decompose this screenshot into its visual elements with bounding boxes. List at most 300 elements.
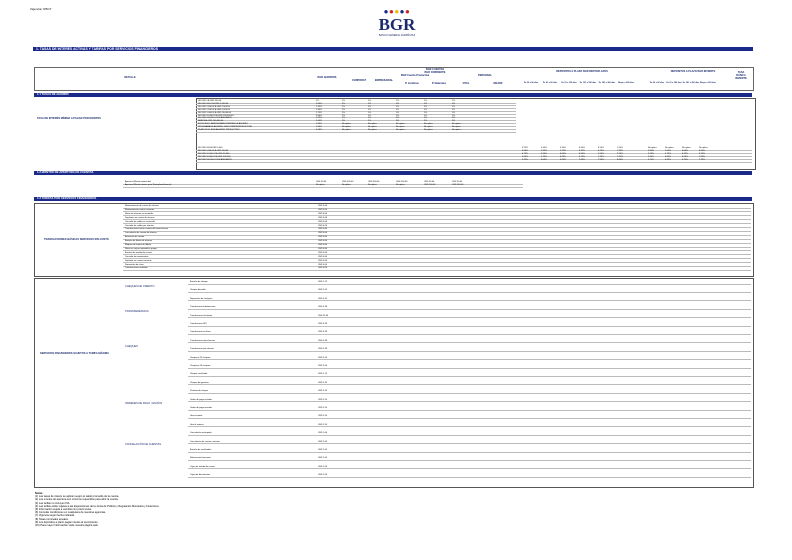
row-value: 1%: [368, 114, 372, 117]
logo-dots-icon: ●●●●●: [383, 7, 411, 16]
row-value: 5.25%: [541, 150, 547, 152]
row-value: USD 0.00: [318, 205, 328, 207]
table-row: [188, 348, 751, 352]
note-line: (9) Los depósitos a plazo pagan interés al vencimiento.: [35, 520, 99, 524]
table-row: [188, 441, 751, 445]
row-value: USD 0.33: [318, 306, 328, 309]
row-value: USD 20.00: [452, 181, 463, 183]
row-value: USD 200.00: [342, 181, 354, 183]
row-label: Cheque certificado: [190, 373, 208, 376]
table-row: [188, 298, 751, 302]
row-value: 7.00%: [579, 159, 585, 161]
row-label: DE USD 1,000.01 A USD 2,500.00: [198, 105, 230, 108]
row-value: No aplica: [452, 129, 461, 131]
note-line: (3) Las tarifas no incluyen IVA.: [35, 501, 71, 505]
row-value: 1%: [424, 100, 428, 102]
row-value: 4.50%: [522, 150, 528, 152]
table-row: [188, 399, 751, 403]
plazo-header: De 181 a 360 días: [682, 82, 700, 84]
row-value: No aplica: [368, 129, 377, 131]
row-value: USD 20.00: [424, 181, 435, 183]
row-value: 8.00%: [617, 159, 623, 161]
row-value: 2.25%: [316, 117, 322, 120]
row-value: 6.75%: [579, 156, 585, 158]
row-label: Orden de pago enviada: [190, 407, 212, 409]
row-value: 1%: [396, 102, 400, 105]
row-value: No aplica: [396, 184, 405, 186]
row-label: Cancelación de cuenta de ahorros: [125, 232, 157, 235]
row-label: Cancelación anticipada: [190, 432, 212, 435]
row-value: 1%: [452, 108, 456, 111]
row-value: 5.00%: [648, 150, 654, 152]
plazo-header: De 30 a 90 días: [649, 82, 665, 84]
row-value: 1%: [342, 111, 346, 114]
row-label: Retiro de ahorros en ventanilla: [125, 212, 154, 215]
note-line: (10) Para mayor información visite nuestra página web.: [35, 524, 99, 528]
row-value: 6.00%: [560, 153, 566, 155]
row-value: USD 500.00: [452, 184, 464, 186]
logo-text: BGR: [378, 15, 416, 34]
table-row: [188, 357, 751, 361]
row-value: No aplica: [665, 147, 674, 149]
row-value: 6.00%: [541, 159, 547, 161]
row-value: 1%: [342, 120, 346, 123]
row-value: 5.00%: [522, 156, 528, 158]
group-ordenes: ÓRDENES DE PAGO / ENVÍOS: [125, 402, 163, 405]
row-value: 7.75%: [617, 156, 623, 158]
row-value: USD 0.00: [318, 216, 328, 219]
row-label: DE USD 0 A USD 500.00: [198, 100, 222, 102]
row-value: USD 2.50: [318, 289, 328, 292]
row-value: 6.75%: [699, 153, 705, 155]
row-label: Transferencia al exterior: [190, 314, 213, 317]
row-value: 7.50%: [598, 159, 604, 161]
table-row: [188, 457, 751, 461]
row-value: USD 0.00: [318, 244, 328, 246]
row-label: PLAZO FIJO: BGR AHORRO PRODUCTIVO: [198, 129, 240, 131]
row-value: 1%: [342, 102, 346, 105]
row-value: 1.00%: [316, 123, 322, 126]
header-personal: PERSONAL: [478, 74, 492, 77]
row-value: 1.00%: [316, 120, 322, 123]
row-value: 7.00%: [699, 156, 705, 158]
row-value: USD 1.00: [318, 457, 328, 460]
row-value: 1%: [424, 108, 428, 111]
row-label: DE USD 100,000.01 EN ADELANTE: [198, 159, 232, 161]
row-value: USD 20.00: [316, 181, 327, 183]
row-value: USD 2.50: [318, 423, 328, 426]
row-label: Transferencias recibidas: [125, 267, 148, 270]
row-value: 1%: [424, 114, 428, 117]
row-label: Orden de pago recibida: [190, 398, 212, 401]
row-value: 6.75%: [682, 159, 688, 161]
row-value: USD 0.33: [318, 331, 328, 334]
row-value: USD 0.00: [318, 240, 328, 243]
note-line: (7) Vigencia según fecha indicada.: [35, 514, 75, 518]
row-value: USD 500.00: [368, 181, 380, 183]
row-value: 5.50%: [648, 156, 654, 158]
header-invierte: DEPOSITOS A PLAZO BGR INVIERTE: [670, 70, 716, 73]
plazo-header: De 91 a 120 días: [561, 82, 577, 84]
row-label: DE USD 500.01 A USD 1,000.00: [198, 102, 229, 105]
row-label: Apertura (Monto mínimo para Rentaplazo/Invierte): [125, 184, 172, 186]
row-label: DE USD 2,500.01 A USD 5,000.00: [198, 108, 230, 111]
group-tasa: TASA DE INTERÉS MÍNIMA A PAGAR POR MONTOS: [37, 117, 101, 120]
row-value: USD 0.00: [318, 236, 328, 239]
row-value: USD 5.00: [318, 365, 328, 367]
row-value: No aplica: [699, 147, 708, 149]
row-value: 6.50%: [682, 156, 688, 158]
row-value: 6.75%: [598, 150, 604, 152]
note-line: (6) Consulte condiciones en cualquiera de nuestras agencias.: [35, 511, 106, 515]
table-row: [188, 449, 751, 453]
header-empresarial: EMPRESARIAL: [374, 79, 394, 82]
row-label: Bloqueo de tarjeta de débito: [125, 244, 151, 246]
row-value: 6.00%: [665, 156, 671, 158]
row-label: DE USD 100,000.01 EN ADELANTE: [198, 117, 232, 120]
row-label: DE USD 5,000.01 A USD 10,000.00: [198, 111, 232, 114]
row-value: 1%: [452, 111, 456, 114]
row-value: No aplica: [342, 126, 351, 129]
header-naturales: P. Naturales: [431, 82, 447, 85]
row-value: No aplica: [316, 184, 325, 186]
row-value: 2.00%: [316, 114, 322, 117]
row-value: 7.25%: [699, 159, 705, 161]
row-label: Depósitos en cuenta de ahorros: [125, 216, 155, 219]
row-value: USD 1.00: [318, 449, 328, 451]
page-title-bar: 1. TASAS DE INTERÉS ACTIVAS Y TARIFAS POR SERVICIOS FINANCIEROS: [33, 47, 753, 51]
row-value: 7.00%: [617, 147, 623, 149]
row-value: USD 0.00: [318, 267, 328, 270]
note-line: (5) Información sujeta a cambios sin previo aviso.: [35, 508, 92, 512]
row-label: Transferencia por internet: [190, 348, 214, 351]
row-label: Emisión de estado de cuenta: [125, 251, 152, 254]
row-value: 1%: [368, 108, 372, 111]
notes-lines: [35, 495, 475, 527]
row-value: 1%: [342, 105, 346, 108]
row-value: 1%: [368, 117, 372, 120]
plazo-header: Mayor a 360 días: [617, 82, 634, 84]
row-label: Emisión de cheque: [190, 281, 208, 283]
table-row: [188, 331, 751, 335]
row-value: 1%: [368, 105, 372, 108]
row-value: 1%: [452, 120, 456, 123]
table-row: [188, 373, 751, 377]
row-label: Referencias bancarias: [190, 457, 211, 460]
row-value: 6.50%: [560, 159, 566, 161]
row-label: Mantenimiento cuenta corriente: [125, 208, 155, 211]
row-value: 1%: [452, 102, 456, 105]
header-corriente: BGR CORRIENTE: [424, 71, 446, 74]
notes: [35, 492, 475, 527]
row-value: No aplica: [424, 129, 433, 131]
row-value: 4.75%: [522, 153, 528, 155]
plazo-header: De 181 a 360 días: [598, 82, 616, 84]
row-value: No aplica: [368, 123, 377, 126]
row-value: No aplica: [342, 184, 351, 186]
row-value: USD 0.00: [318, 228, 328, 231]
row-value: USD 0.00: [318, 224, 328, 227]
row-label: Consulta de movimientos: [125, 255, 149, 258]
logo: [368, 8, 426, 37]
row-label: Consulta de saldos por internet: [125, 224, 154, 227]
row-label: BÁSICA A USD 100,000.00: [198, 120, 224, 123]
row-value: 6.00%: [579, 147, 585, 149]
row-label: Depósito en cuenta corriente: [125, 259, 152, 262]
row-value: USD 1.00: [318, 440, 328, 443]
row-value: 1.00%: [316, 102, 322, 105]
row-value: 1.00%: [316, 129, 322, 131]
row-value: 7.25%: [617, 150, 623, 152]
note-line: (2) Los montos de apertura son mínimos requeridos para abrir la cuenta.: [35, 498, 119, 502]
table-row: [188, 415, 751, 419]
plazo-header: De 91 a 180 días: [666, 82, 682, 84]
row-value: No aplica: [424, 126, 433, 129]
table-row: [196, 159, 752, 163]
row-value: 1%: [396, 111, 400, 114]
plazo-header: De 121 a 180 días: [579, 82, 597, 84]
row-value: 5.50%: [541, 153, 547, 155]
row-label: Reposición de chequera: [190, 297, 213, 300]
table-row: [123, 267, 751, 271]
row-value: No aplica: [342, 129, 351, 131]
table-row: [188, 340, 751, 344]
row-value: No aplica: [342, 123, 351, 126]
row-value: 5.25%: [648, 153, 654, 155]
row-value: No aplica: [396, 126, 405, 129]
group-servicios: SERVICIOS FINANCIEROS SUJETOS A TARIFA MÁXIMA: [40, 352, 109, 355]
row-value: 6.25%: [560, 156, 566, 158]
row-value: 5.75%: [665, 153, 671, 155]
row-label: DE USD 10,000.01 A USD 100,000.00: [198, 114, 234, 117]
header-tasa-basica: TASA BÁSICA INVIERTE: [735, 71, 747, 80]
row-label: Protesto de cheque: [190, 390, 209, 393]
note-line: (1) Las tasas de interés se aplican según el saldo promedio de la cuenta.: [35, 495, 120, 499]
row-value: 1%: [342, 108, 346, 111]
row-value: 6.50%: [579, 153, 585, 155]
group-transferencias: TRANSFERENCIAS: [125, 310, 149, 313]
row-label: DE USD 50,000.01 A USD 100,000: [198, 156, 231, 158]
row-value: USD 0.00: [318, 251, 328, 254]
vigencia-label: Vigencia: 6/5/17: [30, 7, 52, 11]
header-productiva: BGR Cuenta Productiva: [400, 74, 430, 77]
table-row: [188, 323, 751, 327]
row-label: Giro nacional: [190, 415, 203, 418]
group-cancelacion: CANCELACIÓN DE CUENTAS: [125, 443, 161, 446]
table-row: [188, 306, 751, 310]
notes-title: Notas:: [35, 492, 44, 495]
row-label: DE USD 10,000.01 A USD 50,000: [198, 153, 230, 155]
logo-subtitle: BANCO GENERAL RUMIÑAHUI: [378, 34, 416, 37]
row-value: 1%: [342, 117, 346, 120]
row-label: EXCLUSIVO: BÁSICA PARA CUENTAS DE AHORRO: [198, 123, 248, 126]
row-value: USD 0.33: [318, 323, 328, 325]
table-row: [188, 365, 751, 369]
row-value: USD 0.33: [318, 339, 328, 342]
row-label: Transferencias entre cuentas del mismo banco: [125, 228, 169, 231]
row-value: No aplica: [396, 123, 405, 126]
row-value: 1%: [368, 111, 372, 114]
row-value: USD 1.00: [318, 474, 328, 477]
row-value: 1%: [342, 100, 346, 102]
row-value: 1%: [452, 105, 456, 108]
row-value: USD 2.50: [318, 415, 328, 418]
row-label: Retiro en cajero automático propio: [125, 247, 157, 250]
row-value: 1%: [396, 120, 400, 123]
row-label: Chequera 50 cheques: [190, 365, 211, 367]
row-value: USD 0.33: [318, 348, 328, 351]
table-row: [196, 129, 516, 133]
row-value: USD 1.00: [318, 432, 328, 435]
row-label: Giro al exterior: [190, 423, 204, 426]
row-label: Mantenimiento de cuenta de ahorros: [125, 205, 159, 207]
plazo-header: De 61 a 90 días: [542, 82, 558, 84]
row-value: USD 2.50: [318, 390, 328, 393]
row-value: 1%: [452, 114, 456, 117]
row-value: 1%: [396, 105, 400, 108]
row-value: USD 2.50: [318, 407, 328, 409]
row-label: PROGRAMA DE AHORRO: BGR CUENTA PRODUCTIVA: [198, 126, 252, 129]
row-value: 1%: [342, 114, 346, 117]
table-row: [188, 424, 751, 428]
row-label: Emisión de libreta de ahorros: [125, 240, 153, 243]
table-row: [188, 315, 751, 319]
row-value: 1.25%: [316, 105, 322, 108]
row-value: No aplica: [396, 129, 405, 131]
plazo-header: Mayor a 360 días: [699, 82, 716, 84]
header-mejor: MEJOR: [493, 82, 503, 85]
section-tasas-ahorro: 1.1 TASAS DE AHORRO: [34, 93, 752, 97]
row-value: 1.75%: [316, 111, 322, 114]
row-value: No aplica: [368, 126, 377, 129]
row-value: 6.25%: [682, 153, 688, 155]
row-label: Cheque de gerencia: [190, 381, 209, 384]
row-value: USD 0.00: [318, 232, 328, 235]
row-value: 1%: [452, 117, 456, 120]
header-detalle: DETALLE: [124, 76, 136, 79]
table-row: [188, 466, 751, 470]
table-row: [188, 289, 751, 293]
row-value: USD 0.00: [318, 220, 328, 223]
header-juridicas: P. Jurídicas: [405, 82, 419, 85]
row-value: No aplica: [424, 123, 433, 126]
row-value: 5.75%: [560, 150, 566, 152]
row-value: No aplica: [682, 147, 691, 149]
row-value: USD 1.12: [318, 281, 328, 283]
header-rentaplazos: DEPOSITOS A PLAZO BGR RENTAPLAZOS: [556, 70, 608, 73]
section-tarifas: 1.3 TARIFAS POR SERVICIOS FINANCIEROS: [34, 197, 752, 201]
row-value: 1%: [396, 117, 400, 120]
header-ahorros: BGR AHORROS: [317, 76, 337, 79]
row-value: 1%: [424, 105, 428, 108]
row-value: USD 0.41: [318, 297, 328, 300]
header-corp: CORPORAT: [351, 79, 367, 82]
row-value: 1%: [316, 100, 320, 102]
group-retiro: CHEQUES DE CREDITO: [125, 285, 155, 288]
row-value: No aplica: [452, 123, 461, 126]
row-value: 1%: [396, 114, 400, 117]
row-value: 6.50%: [699, 150, 705, 152]
row-value: 1.00%: [316, 126, 322, 129]
header-vital: VITAL: [462, 82, 470, 85]
table-row: [123, 184, 523, 188]
row-label: Activación de cuenta: [125, 236, 145, 239]
row-label: Cheque devuelto: [190, 289, 206, 292]
row-value: No aplica: [648, 147, 657, 149]
row-value: USD 500.00: [424, 184, 436, 186]
table-row: [188, 281, 751, 285]
row-label: Cancelación de cuenta corriente: [190, 440, 220, 443]
row-value: 5.25%: [522, 159, 528, 161]
note-line: (8) Tasas nominales anuales.: [35, 517, 69, 521]
row-value: USD 2.24: [318, 381, 328, 384]
row-value: 1%: [452, 100, 456, 102]
row-value: 1%: [424, 120, 428, 123]
row-value: 6.50%: [598, 147, 604, 149]
row-value: No aplica: [368, 184, 377, 186]
row-value: USD 2.50: [318, 356, 328, 359]
row-value: 1%: [368, 120, 372, 123]
row-value: 4.25%: [522, 147, 528, 149]
section-apertura: 1.2 MONTOS DE APERTURA DE CUENTAS: [34, 171, 752, 175]
row-value: 7.50%: [617, 153, 623, 155]
row-value: 1%: [368, 100, 372, 102]
row-value: 5.75%: [541, 156, 547, 158]
row-label: Transferencia interbancaria: [190, 306, 216, 309]
row-label: Copia de documentos: [190, 474, 211, 477]
row-value: 1%: [396, 100, 400, 102]
row-label: Transferencia en línea: [190, 331, 211, 334]
row-value: 5.50%: [560, 147, 566, 149]
table-row: [188, 382, 751, 386]
row-value: 7.00%: [598, 153, 604, 155]
row-value: 7.25%: [598, 156, 604, 158]
row-value: 1%: [424, 102, 428, 105]
row-value: USD 35.63: [318, 314, 329, 317]
row-value: USD 0.00: [318, 259, 328, 262]
row-value: USD 0.00: [318, 255, 328, 258]
row-value: USD 1.12: [318, 373, 328, 376]
row-value: 1%: [424, 111, 428, 114]
row-value: 5.00%: [541, 147, 547, 149]
group-transacciones: TRANSACCIONES BÁSICAS SERVICIOS SIN COSTO: [44, 238, 109, 241]
row-value: 5.50%: [665, 150, 671, 152]
table-row: [188, 432, 751, 436]
group-cheques: CHEQUES: [125, 345, 138, 348]
note-line: (4) Las tarifas están sujetas a las disposiciones de la Junta de Política y Regulación Monetaria y Financiera.: [35, 504, 160, 508]
row-value: 1%: [368, 102, 372, 105]
row-label: Apertura (Monto mínimo de): [125, 181, 151, 183]
row-value: No aplica: [452, 126, 461, 129]
row-value: USD 0.00: [318, 208, 328, 211]
row-value: USD 0.00: [318, 212, 328, 215]
row-value: 6.00%: [682, 150, 688, 152]
row-value: USD 1.00: [318, 465, 328, 468]
row-value: 1%: [396, 108, 400, 111]
plazo-header: De 30 a 60 días: [523, 82, 539, 84]
header-cuentas: BGR CUENTAS: [425, 68, 445, 71]
row-label: Reposición de clave: [125, 263, 144, 266]
row-label: Transferencia SPI: [190, 323, 207, 325]
row-label: DE USD 500 A USD 5,000: [198, 147, 223, 149]
table-row: [188, 390, 751, 394]
row-label: DE USD 5,000.01 A USD 10,000: [198, 150, 229, 152]
row-value: USD 0.00: [318, 263, 328, 266]
table-row: [188, 474, 751, 478]
row-value: USD 0.00: [318, 247, 328, 250]
row-label: Chequera 25 cheques: [190, 356, 211, 359]
table-row: [188, 407, 751, 411]
